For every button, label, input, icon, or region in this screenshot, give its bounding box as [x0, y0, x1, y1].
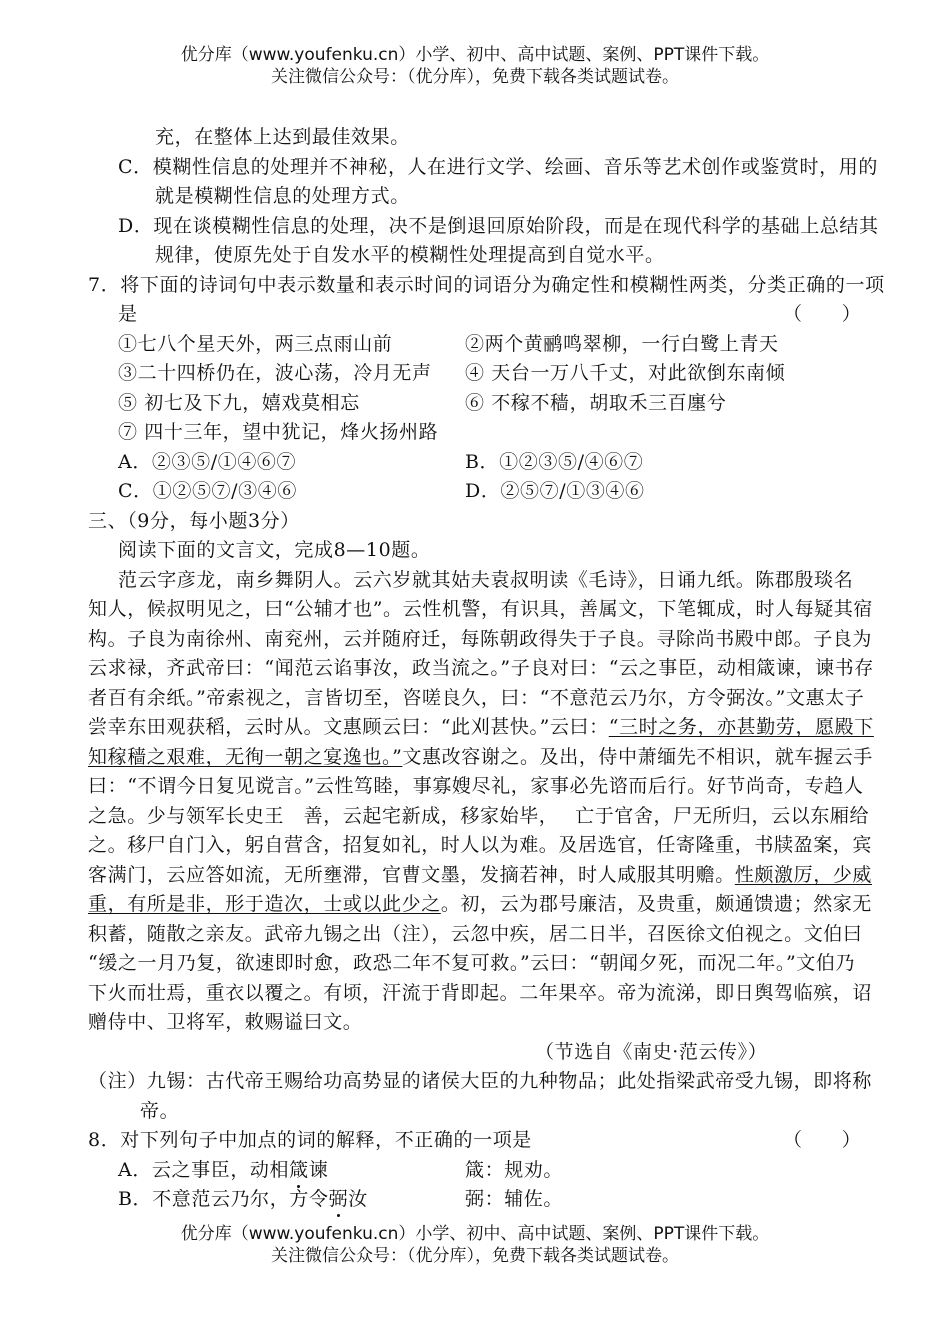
passage-line-12-text: 。初，云为郡号廉洁，及贵重，颇通馈遗；然家无 [440, 893, 873, 915]
q8-stem: 8．对下列句子中加点的词的解释，不正确的一项是 [88, 1129, 532, 1151]
q7-poem-3: ③二十四桥仍在，波心荡，冷月无声 [118, 362, 432, 384]
passage-line-15: 下火而壮焉，重衣以覆之。有顷，汗流于背即起。二年果卒。帝为流涕，即日舆驾临殡，诏 [88, 982, 873, 1004]
passage-line-14: “缓之一月乃复，欲速即时愈，政恐二年不复可救。”云曰：“朝闻夕死，而况二年。”文伯乃 [88, 952, 856, 974]
q8-option-b-dotted-word: 弼 [328, 1188, 349, 1210]
passage-line-11-text: 客满门，云应答如流，无所壅滞，官曹文墨，发摘若神，时人咸服其明赡。 [88, 864, 735, 886]
page-footer [0, 1223, 950, 1267]
note-line-2: 帝。 [140, 1100, 180, 1122]
q7-answer-bracket: （ ） [783, 303, 862, 325]
passage-line-4: 云求禄，齐武帝曰：“闻范云谄事汝，政当流之。”子良对曰：“云之事臣，动相箴谏，谏书存 [88, 657, 874, 679]
q7-option-b: B．①②③⑤/④⑥⑦ [465, 451, 644, 473]
footer-line-2: 关注微信公众号：（优分库），免费下载各类试题试卷。 [271, 1246, 679, 1266]
q7-poem-5: ⑤ 初七及下九，嬉戏莫相忘 [118, 392, 360, 414]
q7-poem-1: ①七八个星天外，两三点雨山前 [118, 333, 393, 355]
passage-line-12 [88, 892, 872, 916]
q8-option-a [118, 1158, 328, 1182]
q7-stem-line-2: 是 [118, 303, 138, 325]
q7-poem-2: ②两个黄鹂鸣翠柳，一行白鹭上青天 [465, 333, 779, 355]
passage-underlined-sentence-2b: 重，有所是非，形于造次，士或以此少之 [88, 893, 441, 915]
passage-line-7 [88, 745, 873, 769]
header-line-1: 优分库（www.youfenku.cn）小学、初中、高中试题、案例、PPT课件下载。 [180, 45, 770, 65]
passage-line-16: 赠侍中、卫将军，敕赐谥曰文。 [88, 1011, 363, 1033]
q8-option-a-definition: 箴：规劝。 [465, 1159, 564, 1181]
passage-underlined-sentence-1a: “三时之务，亦甚勤劳，愿殿下 [608, 716, 874, 738]
page-header [0, 44, 950, 88]
q8-option-b-definition: 弼：辅佐。 [465, 1188, 564, 1210]
passage-line-8: 曰：“不谓今日复见谠言。”云性笃睦，事寡嫂尽礼，家事必先谘而后行。好节尚奇，专趋人 [88, 775, 864, 797]
footer-line-1: 优分库（www.youfenku.cn）小学、初中、高中试题、案例、PPT课件下载。 [180, 1224, 770, 1244]
passage-line-6-text: 尝幸东田观获稻，云时从。文惠顾云曰：“此刈甚快。”云曰： [88, 716, 609, 738]
passage-line-7-text: 文惠改容谢之。及出，侍中萧缅先不相识，就车握云手 [402, 746, 873, 768]
note-line-1: （注）九锡：古代帝王赐给功高势显的诸侯大臣的九种物品；此处指梁武帝受九锡，即将称 [88, 1070, 873, 1092]
passage-line-10: 之。移尸自门入，躬自营含，招复如礼，时人以为难。及居选官，任寄隆重，书牍盈案，宾 [88, 834, 873, 856]
passage-line-2: 知人，候叔明见之，曰“公辅才也”。云性机警，有识具，善属文，下笔辄成，时人每疑其宿 [88, 598, 874, 620]
q6-option-c-line-2: 就是模糊性信息的处理方式。 [155, 185, 410, 207]
q7-option-a: A．②③⑤/①④⑥⑦ [118, 451, 297, 473]
q7-poem-6: ⑥ 不稼不穑，胡取禾三百廛兮 [465, 392, 727, 414]
q7-stem-line-1: 7．将下面的诗词句中表示数量和表示时间的词语分为确定性和模糊性两类，分类正确的一项 [88, 274, 885, 296]
q8-option-a-post: 谏 [308, 1159, 329, 1181]
q8-answer-bracket: （ ） [783, 1129, 862, 1151]
q8-option-b [118, 1187, 368, 1211]
passage-line-11 [88, 863, 872, 887]
q8-option-a-pre: A．云之事臣，动相 [118, 1159, 290, 1181]
header-line-2: 关注微信公众号：（优分库），免费下载各类试题试卷。 [271, 67, 679, 87]
q6-option-b-continuation: 充，在整体上达到最佳效果。 [155, 126, 410, 148]
q7-option-d: D．②⑤⑦/①③④⑥ [465, 480, 645, 502]
passage-line-6 [88, 715, 874, 739]
passage-line-3: 构。子良为南徐州、南兖州，云并随府迁，每陈朝政得失于子良。寻除尚书殿中郎。子良为 [88, 628, 873, 650]
q8-option-a-dotted-word: 箴 [289, 1159, 309, 1181]
q8-option-b-pre: B．不意范云乃尔，方令 [118, 1188, 329, 1210]
q8-option-b-post: 汝 [348, 1188, 368, 1210]
q7-poem-7: ⑦ 四十三年，望中犹记，烽火扬州路 [118, 421, 439, 443]
q7-option-c: C．①②⑤⑦/③④⑥ [118, 480, 297, 502]
q7-poem-4: ④ 天台一万八千丈，对此欲倒东南倾 [465, 362, 786, 384]
passage-line-13: 积蓄，随散之亲友。武帝九锡之出（注），云忽中疾，居二日半，召医徐文伯视之。文伯曰 [88, 923, 863, 945]
passage-line-5: 者百有余纸。”帝索视之，言皆切至，咨嗟良久，曰：“不意范云乃尔，方令弼汝。”文惠太子 [88, 687, 865, 709]
passage-line-1: 范云字彦龙，南乡舞阴人。云六岁就其姑夫袁叔明读《毛诗》，日诵九纸。陈郡殷琰名 [118, 569, 854, 591]
passage-underlined-sentence-2a: 性颇激厉，少威 [734, 864, 873, 886]
passage-underlined-sentence-1b: 知稼穑之艰难，无徇一朝之宴逸也。” [88, 746, 403, 768]
section-3-instruction: 阅读下面的文言文，完成8—10题。 [118, 539, 431, 561]
q6-option-d-line-1: D．现在谈模糊性信息的处理，决不是倒退回原始阶段，而是在现代科学的基础上总结其 [118, 215, 879, 237]
q6-option-d-line-2: 规律，使原先处于自发水平的模糊性处理提高到自觉水平。 [155, 244, 665, 266]
q6-option-c-line-1: C．模糊性信息的处理并不神秘，人在进行文学、绘画、音乐等艺术创作或鉴赏时，用的 [118, 156, 878, 178]
passage-line-9: 之急。少与领军长史王 善，云起宅新成，移家始毕， 亡于官舍，尸无所归，云以东厢给 [88, 805, 870, 827]
section-3-heading: 三、（9分，每小题3分） [88, 510, 300, 532]
passage-source: （节选自《南史·范云传》） [535, 1041, 768, 1063]
